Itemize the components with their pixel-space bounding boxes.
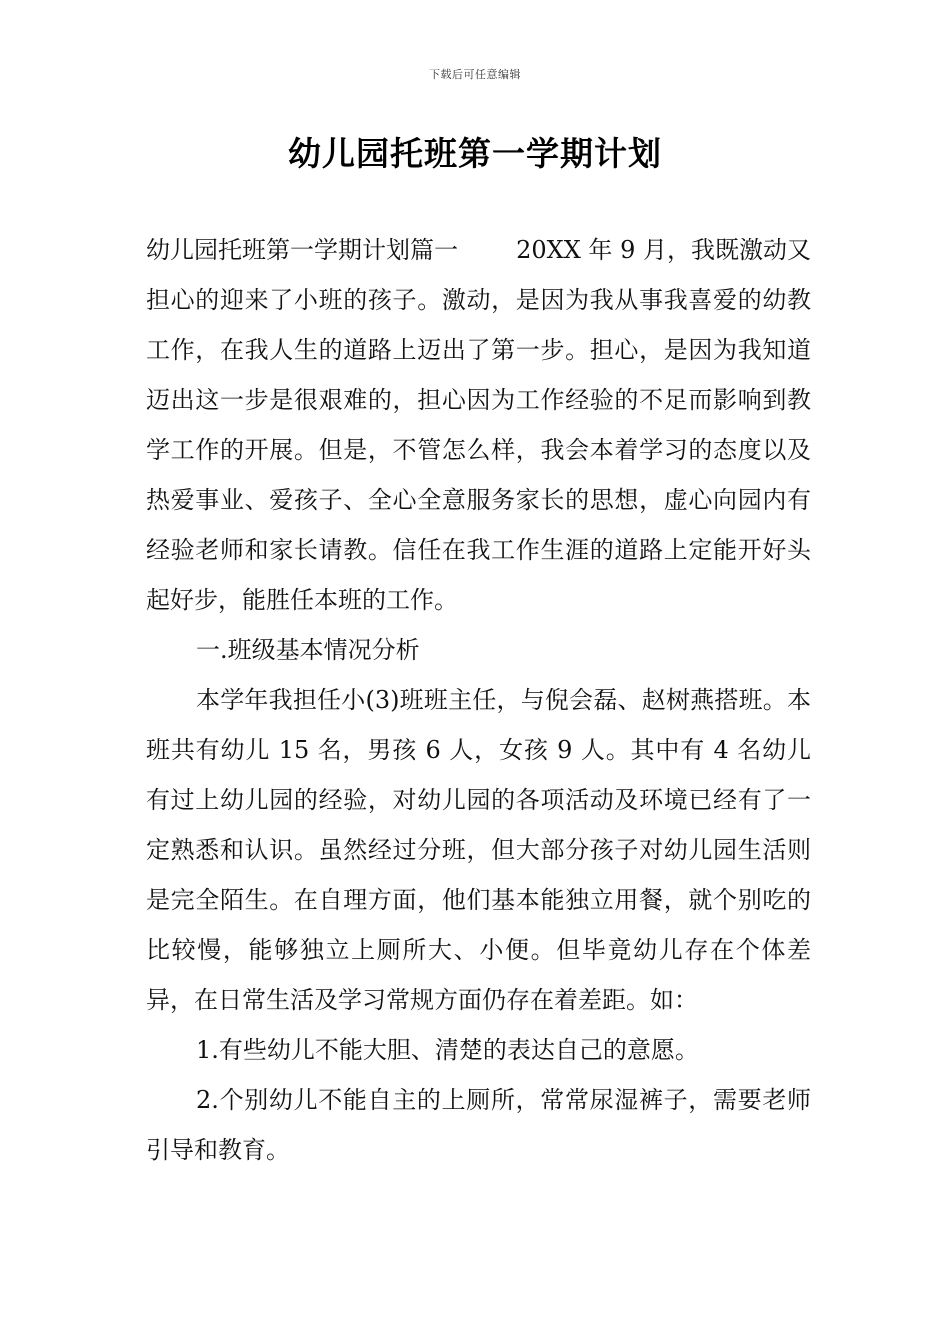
intro-lead: 幼儿园托班第一学期计划篇一 bbox=[146, 236, 459, 264]
intro-text: 20XX 年 9 月，我既激动又担心的迎来了小班的孩子。激动，是因为我从事我喜爱的幼教工作，在我人生的道路上迈出了第一步。担心，是因为我知道迈出这一步是很艰难的，担心因为工作经验的不足而影响到教学工作的开展。但是，不管怎么样，我会本着学习的态度以及热爱事业、爱孩子、全心全意服务家长的思想，虚心向园内有经验老师和家长请教。信任在我工作生涯的道路上定能开好头起好步，能胜任本班的工作。 bbox=[146, 236, 811, 614]
document-body bbox=[146, 225, 811, 1175]
section-heading: 一.班级基本情况分析 bbox=[196, 636, 420, 664]
intro-paragraph bbox=[146, 225, 811, 625]
document-title: 幼儿园托班第一学期计划 bbox=[288, 134, 662, 173]
list-item-2: 2.个别幼儿不能自主的上厕所，常常尿湿裤子，需要老师引导和教育。 bbox=[146, 1086, 811, 1164]
header-note: 下载后可任意编辑 bbox=[429, 68, 521, 81]
section-paragraph: 本学年我担任小(3)班班主任，与倪会磊、赵树燕搭班。本班共有幼儿 15 名，男孩 6 人，女孩 9 人。其中有 4 名幼儿有过上幼儿园的经验，对幼儿园的各项活动及环境已经有了一定熟悉和认识。虽然经过分班，但大部分孩子对幼儿园生活则是完全陌生。在自理方面，他们基本能独立用餐，就个别吃的比较慢，能够独立上厕所大、小便。但毕竟幼儿存在个体差异，在日常生活及学习常规方面仍存在着差距。如： bbox=[146, 686, 811, 1014]
list-item-1: 1.有些幼儿不能大胆、清楚的表达自己的意愿。 bbox=[196, 1036, 699, 1064]
